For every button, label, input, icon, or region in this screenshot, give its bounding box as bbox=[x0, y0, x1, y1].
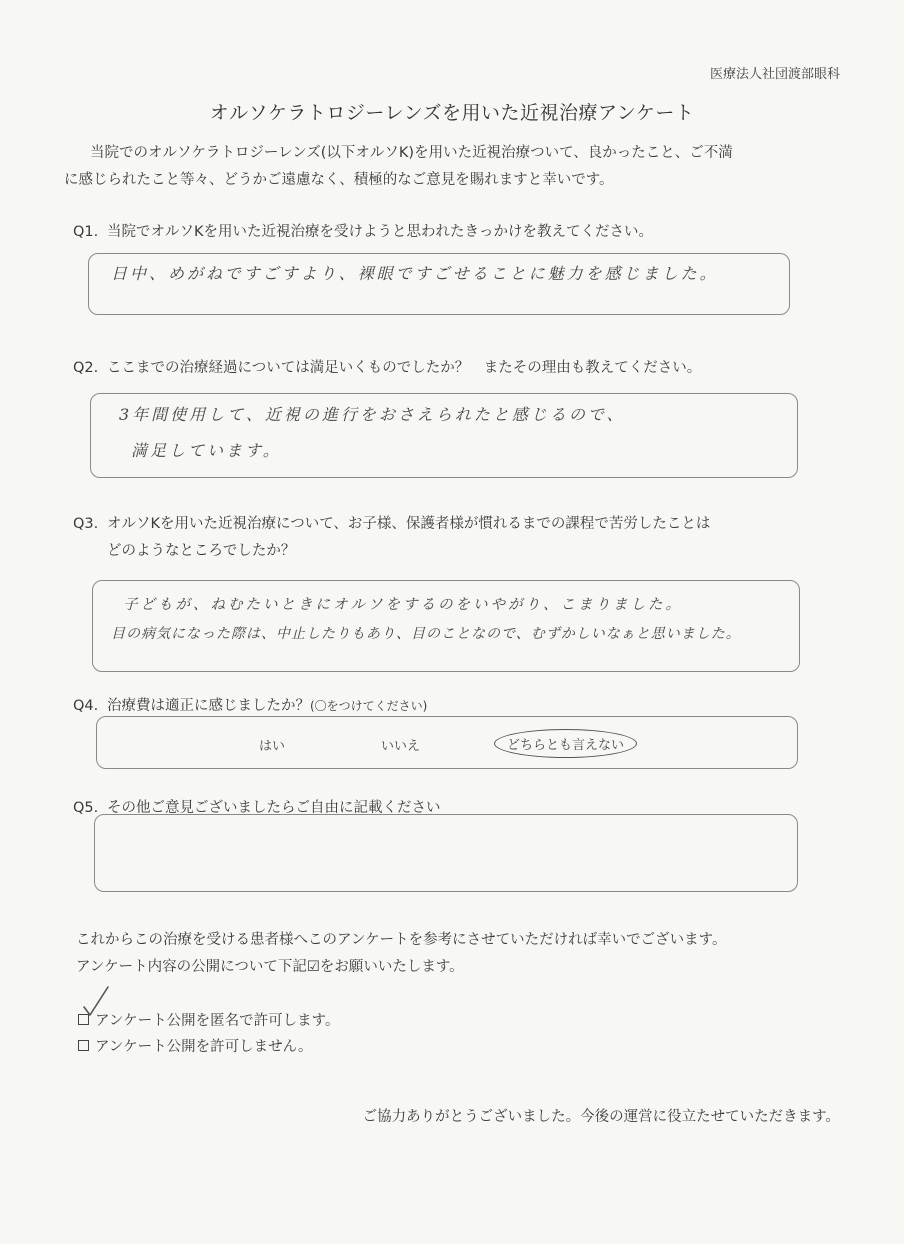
option-no[interactable]: いいえ bbox=[381, 739, 421, 754]
question-3-text-line-2: どのようなところでしたか？ bbox=[107, 543, 296, 559]
question-3-number: Q3. bbox=[73, 516, 99, 532]
option-yes[interactable]: はい bbox=[259, 739, 286, 754]
question-5-text: その他ご意見ございましたらご自由に記載ください bbox=[107, 800, 441, 816]
option-allow-anonymous[interactable] bbox=[78, 1009, 339, 1030]
publication-note-line-2: アンケート内容の公開について下記☑をお願いいたします。 bbox=[76, 959, 464, 975]
answer-1-text: 日中、めがねですごすより、裸眼ですごせることに魅力を感じました。 bbox=[111, 264, 719, 283]
question-2-text: ここまでの治療経過については満足いくものでしたか？ またその理由も教えてください。 bbox=[107, 360, 702, 376]
question-1 bbox=[73, 220, 653, 241]
answer-4-box bbox=[96, 716, 798, 769]
answer-3-line-2: 目の病気になった際は、中止したりもあり、目のことなので、むずかしいなぁと思いました。 bbox=[111, 626, 741, 642]
question-4-text: 治療費は適正に感じましたか？ bbox=[107, 698, 310, 714]
question-3 bbox=[73, 512, 710, 533]
closing-message: ご協力ありがとうございました。今後の運営に役立たせていただきます。 bbox=[362, 1109, 840, 1125]
question-3-text-line-1: オルソKを用いた近視治療について、お子様、保護者様が慣れるまでの課程で苦労したことは bbox=[107, 516, 711, 532]
question-1-text: 当院でオルソKを用いた近視治療を受けようと思われたきっかけを教えてください。 bbox=[107, 224, 654, 240]
question-2-number: Q2. bbox=[73, 360, 99, 376]
option-deny-label: アンケート公開を許可しません。 bbox=[95, 1039, 313, 1055]
answer-3-box[interactable] bbox=[92, 580, 800, 672]
question-4-number: Q4. bbox=[73, 698, 99, 714]
checkbox-allow-icon[interactable] bbox=[78, 1014, 89, 1025]
publication-note-line-1: これからこの治療を受ける患者様へこのアンケートを参考にさせていただければ幸いでございます。 bbox=[76, 932, 727, 948]
question-5-number: Q5. bbox=[73, 800, 99, 816]
answer-2-box[interactable] bbox=[90, 393, 798, 478]
question-1-number: Q1. bbox=[73, 224, 99, 240]
intro-line-1: 当院でのオルソケラトロジーレンズ(以下オルソK)を用いた近視治療ついて、良かったこと、ご不満 bbox=[90, 145, 733, 161]
option-neither-circled[interactable]: どちらとも言えない bbox=[494, 729, 637, 758]
question-4-instruction: (〇をつけてください) bbox=[310, 699, 428, 713]
question-4 bbox=[73, 694, 427, 715]
answer-1-box[interactable] bbox=[88, 253, 790, 315]
answer-5-box[interactable] bbox=[94, 814, 798, 892]
intro-line-2: に感じられたこと等々、どうかご遠慮なく、積極的なご意見を賜れますと幸いです。 bbox=[64, 172, 614, 188]
option-deny[interactable] bbox=[78, 1035, 313, 1056]
answer-2-line-2: 満足しています。 bbox=[131, 441, 282, 460]
organization-name: 医療法人社団渡部眼科 bbox=[709, 67, 840, 82]
answer-3-line-1: 子どもが、ねむたいときにオルソをするのをいやがり、こまりました。 bbox=[123, 597, 683, 613]
option-allow-label: アンケート公開を匿名で許可します。 bbox=[95, 1013, 340, 1029]
question-2 bbox=[73, 356, 701, 377]
page-title: オルソケラトロジーレンズを用いた近視治療アンケート bbox=[209, 102, 695, 124]
answer-2-line-1: 3年間使用して、近視の進行をおさえられたと感じるので、 bbox=[119, 405, 626, 424]
checkbox-deny-icon[interactable] bbox=[78, 1040, 89, 1051]
